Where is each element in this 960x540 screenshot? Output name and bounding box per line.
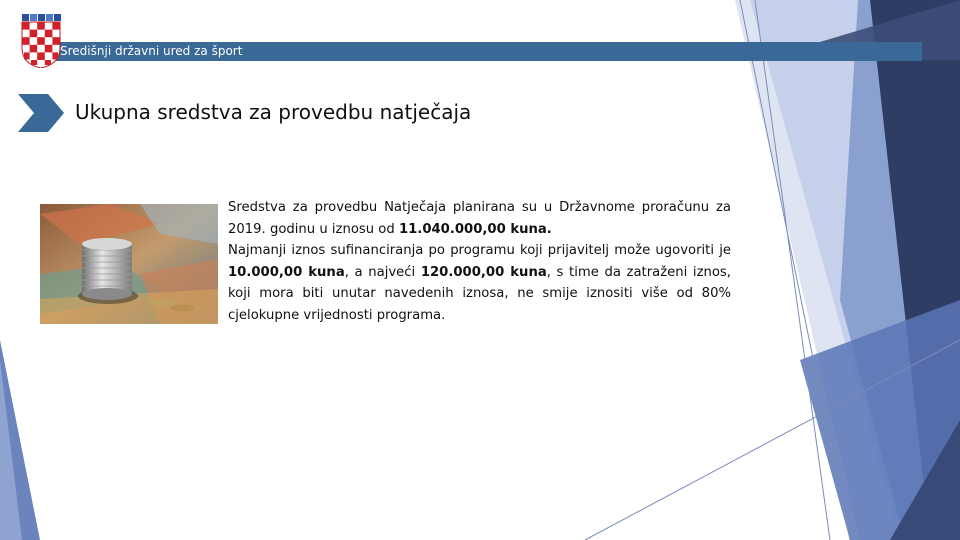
- slide-title: Ukupna sredstva za provedbu natječaja: [75, 100, 472, 124]
- total-amount: 11.040.000,00 kuna.: [398, 221, 552, 237]
- paragraph-budget: Sredstva za provedbu Natječaja planirana su u Državnome proračunu za 2019. godinu u iznosu od 11.040.000,00 kuna.: [228, 200, 731, 237]
- paragraph-limits: Najmanji iznos sufinanciranja po programu koji prijavitelj može ugovoriti je 10.000,00 kuna, a najveći 120.000,00 kuna, s time da zatraženi iznos, koji mora biti unutar navedenih iznosa, ne smije iznositi više od 80% cjelokupne vrijednosti programa.: [228, 243, 731, 323]
- coat-of-arms-icon: [20, 14, 62, 68]
- coins-photo-image: [40, 204, 218, 324]
- org-name: Središnji državni ured za šport: [60, 44, 243, 58]
- min-amount: 10.000,00 kuna: [228, 264, 345, 280]
- chevron-arrow-icon: [18, 94, 64, 132]
- max-amount: 120.000,00 kuna: [420, 264, 547, 280]
- body-text: [228, 197, 731, 326]
